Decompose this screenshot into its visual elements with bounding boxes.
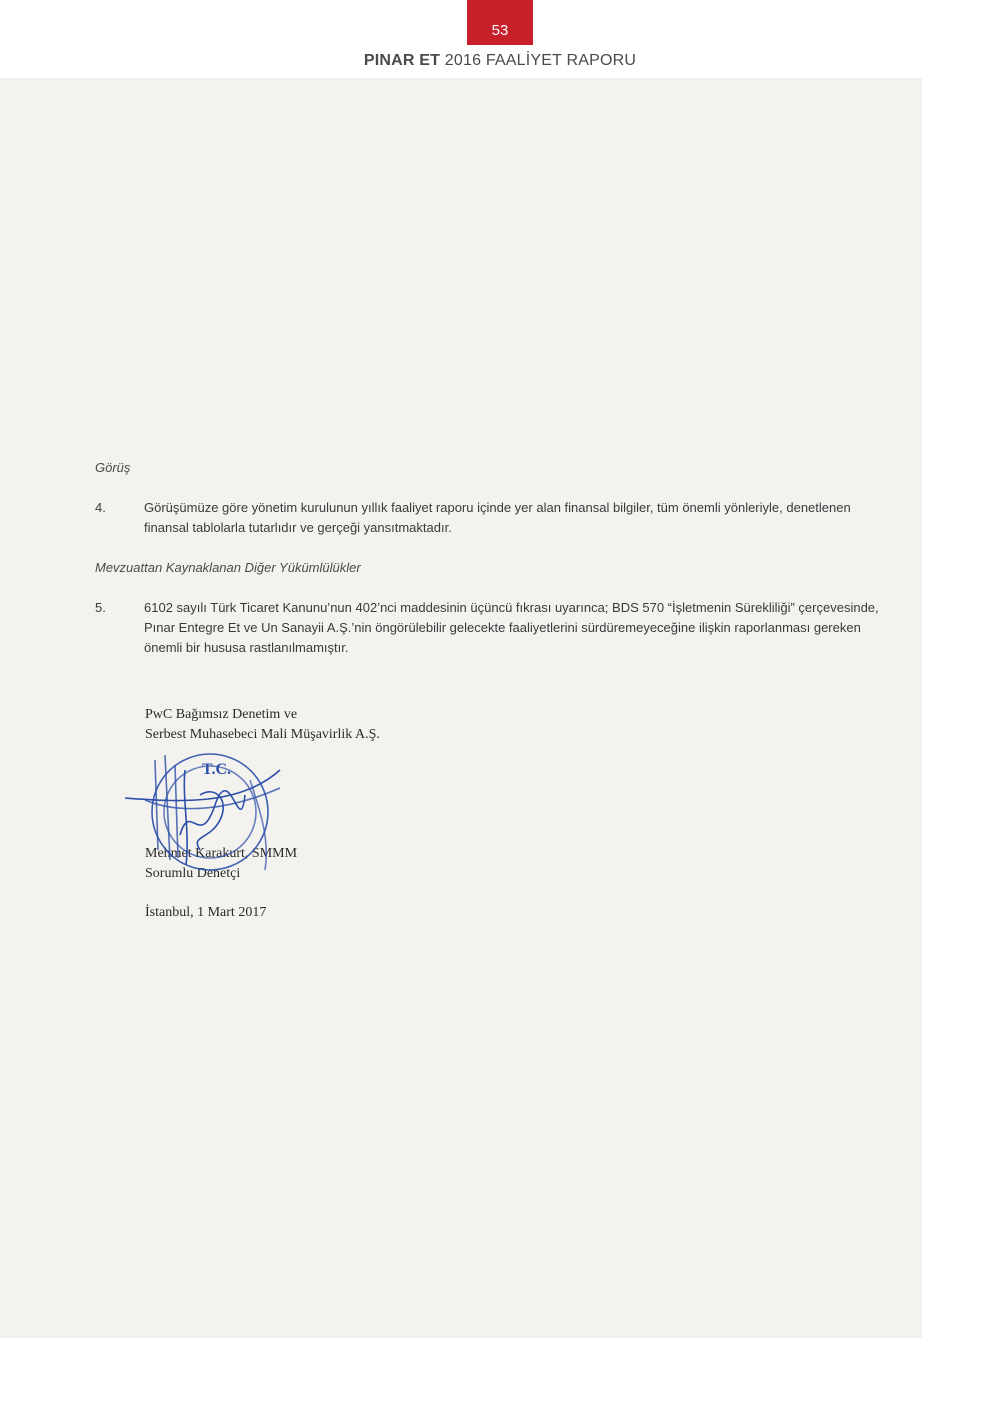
paragraph-5 <box>95 598 895 658</box>
content-panel <box>0 78 922 1338</box>
signer-name: Mehmet Karakurt, SMMM <box>145 846 298 861</box>
page-number: 53 <box>491 22 509 39</box>
report-header <box>0 52 1000 70</box>
firm-name-line2: Serbest Muhasebeci Mali Müşavirlik A.Ş. <box>145 727 380 742</box>
section-title-opinion: Görüş <box>95 460 131 475</box>
official-stamp-signature <box>120 740 300 890</box>
paragraph-number: 4. <box>95 500 106 515</box>
page-number-tab <box>467 0 533 45</box>
header-brand: PINAR ET <box>363 52 441 69</box>
signer-title: Sorumlu Denetçi <box>145 866 241 881</box>
paragraph-text: Görüşümüze göre yönetim kurulunun yıllık faaliyet raporu içinde yer alan finansal bilgiler, tüm önemli yönleriyle, denetlenen finansal tablolarla tutarlıdır ve gerçeği yansıtmaktadır. <box>144 500 851 535</box>
stamp-text: T.C. <box>202 761 232 778</box>
section-title-other-obligations: Mevzuattan Kaynaklanan Diğer Yükümlülükler <box>95 560 361 575</box>
header-report-title: 2016 FAALİYET RAPORU <box>444 52 637 69</box>
firm-name-line1: PwC Bağımsız Denetim ve <box>145 707 298 722</box>
place-date: İstanbul, 1 Mart 2017 <box>145 905 267 920</box>
paragraph-4 <box>95 498 895 538</box>
firm-name-block <box>145 705 380 745</box>
paragraph-number: 5. <box>95 600 106 615</box>
paragraph-text: 6102 sayılı Türk Ticaret Kanunu’nun 402’nci maddesinin üçüncü fıkrası uyarınca; BDS 570 “İşletmenin Sürekliliği” çerçevesinde, Pınar Entegre Et ve Un Sanayii A.Ş.’nin öngörülebilir gelecekte faaliyetlerini sürdüremeyeceğine ilişkin raporlanması gereken önemli bir hususa rastlanılmamıştır. <box>144 600 879 655</box>
